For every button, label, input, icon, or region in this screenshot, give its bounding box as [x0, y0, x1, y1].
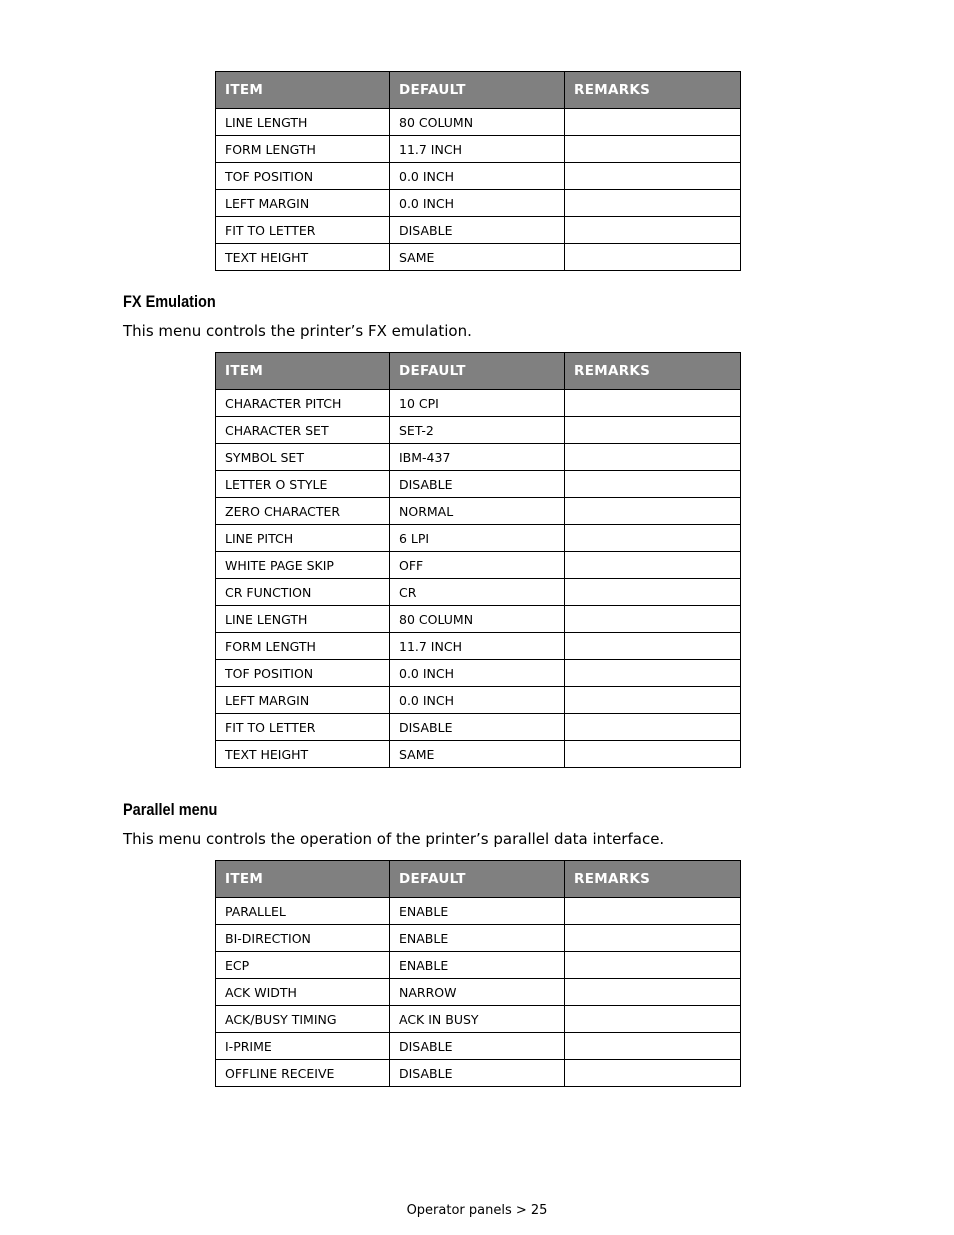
table-row [216, 417, 741, 444]
cell-default: CR [390, 579, 565, 606]
cell-default: 0.0 INCH [390, 163, 565, 190]
column-header-remarks: REMARKS [565, 353, 741, 390]
column-header-default: DEFAULT [390, 72, 565, 109]
cell-item: LINE PITCH [216, 525, 390, 552]
table-row [216, 952, 741, 979]
table-row [216, 498, 741, 525]
table-row [216, 190, 741, 217]
cell-remarks [565, 952, 741, 979]
table-row [216, 579, 741, 606]
cell-default: DISABLE [390, 471, 565, 498]
cell-item: LEFT MARGIN [216, 687, 390, 714]
cell-remarks [565, 660, 741, 687]
cell-item: ACK/BUSY TIMING [216, 1006, 390, 1033]
cell-remarks [565, 552, 741, 579]
column-header-remarks: REMARKS [565, 72, 741, 109]
table-row [216, 979, 741, 1006]
cell-default: 0.0 INCH [390, 660, 565, 687]
cell-default: DISABLE [390, 714, 565, 741]
cell-default: 6 LPI [390, 525, 565, 552]
cell-remarks [565, 741, 741, 768]
cell-default: NARROW [390, 979, 565, 1006]
cell-default: NORMAL [390, 498, 565, 525]
table-row [216, 1006, 741, 1033]
cell-remarks [565, 898, 741, 925]
cell-default: SET-2 [390, 417, 565, 444]
cell-default: DISABLE [390, 217, 565, 244]
fx-emulation-table [215, 352, 741, 768]
cell-remarks [565, 687, 741, 714]
table-row [216, 1060, 741, 1087]
cell-remarks [565, 606, 741, 633]
table-header-row [216, 72, 741, 109]
table-row [216, 136, 741, 163]
table-header-row [216, 861, 741, 898]
cell-item: OFFLINE RECEIVE [216, 1060, 390, 1087]
cell-remarks [565, 136, 741, 163]
cell-item: CHARACTER PITCH [216, 390, 390, 417]
cell-remarks [565, 1060, 741, 1087]
cell-item: CR FUNCTION [216, 579, 390, 606]
cell-default: 0.0 INCH [390, 687, 565, 714]
cell-remarks [565, 444, 741, 471]
parallel-menu-table [215, 860, 741, 1087]
cell-remarks [565, 1033, 741, 1060]
table-row [216, 660, 741, 687]
column-header-item: ITEM [216, 353, 390, 390]
cell-default: DISABLE [390, 1033, 565, 1060]
parallel-menu-intro: This menu controls the operation of the printer’s parallel data interface. [123, 830, 665, 848]
table-row [216, 444, 741, 471]
cell-item: LINE LENGTH [216, 606, 390, 633]
cell-default: OFF [390, 552, 565, 579]
table-row [216, 687, 741, 714]
cell-item: ACK WIDTH [216, 979, 390, 1006]
cell-default: 0.0 INCH [390, 190, 565, 217]
table-row [216, 244, 741, 271]
cell-item: ZERO CHARACTER [216, 498, 390, 525]
cell-remarks [565, 1006, 741, 1033]
cell-remarks [565, 579, 741, 606]
table-row [216, 471, 741, 498]
cell-item: LEFT MARGIN [216, 190, 390, 217]
table-row [216, 606, 741, 633]
table-row [216, 552, 741, 579]
cell-remarks [565, 714, 741, 741]
column-header-item: ITEM [216, 861, 390, 898]
cell-item: BI-DIRECTION [216, 925, 390, 952]
table-row [216, 525, 741, 552]
table-row [216, 898, 741, 925]
page-footer: Operator panels > 25 [406, 1203, 548, 1218]
cell-remarks [565, 417, 741, 444]
cell-default: 11.7 INCH [390, 633, 565, 660]
cell-default: SAME [390, 741, 565, 768]
table-row [216, 163, 741, 190]
cell-default: 80 COLUMN [390, 606, 565, 633]
cell-remarks [565, 979, 741, 1006]
cell-remarks [565, 633, 741, 660]
table-row [216, 109, 741, 136]
cell-item: LINE LENGTH [216, 109, 390, 136]
cell-remarks [565, 498, 741, 525]
cell-item: TEXT HEIGHT [216, 244, 390, 271]
column-header-remarks: REMARKS [565, 861, 741, 898]
table-row [216, 925, 741, 952]
table-header-row [216, 353, 741, 390]
cell-item: LETTER O STYLE [216, 471, 390, 498]
fx-emulation-intro: This menu controls the printer’s FX emulation. [123, 322, 472, 340]
cell-default: SAME [390, 244, 565, 271]
cell-item: ECP [216, 952, 390, 979]
cell-default: IBM-437 [390, 444, 565, 471]
cell-item: TOF POSITION [216, 163, 390, 190]
cell-default: DISABLE [390, 1060, 565, 1087]
table-row [216, 1033, 741, 1060]
table-row [216, 633, 741, 660]
cell-remarks [565, 163, 741, 190]
column-header-default: DEFAULT [390, 353, 565, 390]
cell-item: CHARACTER SET [216, 417, 390, 444]
cell-default: ENABLE [390, 925, 565, 952]
cell-remarks [565, 471, 741, 498]
cell-item: WHITE PAGE SKIP [216, 552, 390, 579]
column-header-default: DEFAULT [390, 861, 565, 898]
cell-default: ENABLE [390, 952, 565, 979]
cell-item: FORM LENGTH [216, 136, 390, 163]
cell-default: 11.7 INCH [390, 136, 565, 163]
cell-default: ACK IN BUSY [390, 1006, 565, 1033]
column-header-item: ITEM [216, 72, 390, 109]
continued-settings-table [215, 71, 741, 271]
cell-item: PARALLEL [216, 898, 390, 925]
cell-remarks [565, 925, 741, 952]
cell-default: 10 CPI [390, 390, 565, 417]
cell-default: 80 COLUMN [390, 109, 565, 136]
cell-remarks [565, 190, 741, 217]
cell-remarks [565, 109, 741, 136]
cell-item: FIT TO LETTER [216, 714, 390, 741]
cell-item: SYMBOL SET [216, 444, 390, 471]
cell-item: TEXT HEIGHT [216, 741, 390, 768]
parallel-menu-heading: Parallel menu [123, 801, 218, 819]
table-row [216, 390, 741, 417]
cell-remarks [565, 525, 741, 552]
table-row [216, 741, 741, 768]
cell-item: FIT TO LETTER [216, 217, 390, 244]
fx-emulation-heading: FX Emulation [123, 293, 216, 311]
cell-default: ENABLE [390, 898, 565, 925]
cell-item: TOF POSITION [216, 660, 390, 687]
cell-item: I-PRIME [216, 1033, 390, 1060]
table-row [216, 217, 741, 244]
cell-remarks [565, 390, 741, 417]
cell-remarks [565, 244, 741, 271]
cell-item: FORM LENGTH [216, 633, 390, 660]
cell-remarks [565, 217, 741, 244]
table-row [216, 714, 741, 741]
